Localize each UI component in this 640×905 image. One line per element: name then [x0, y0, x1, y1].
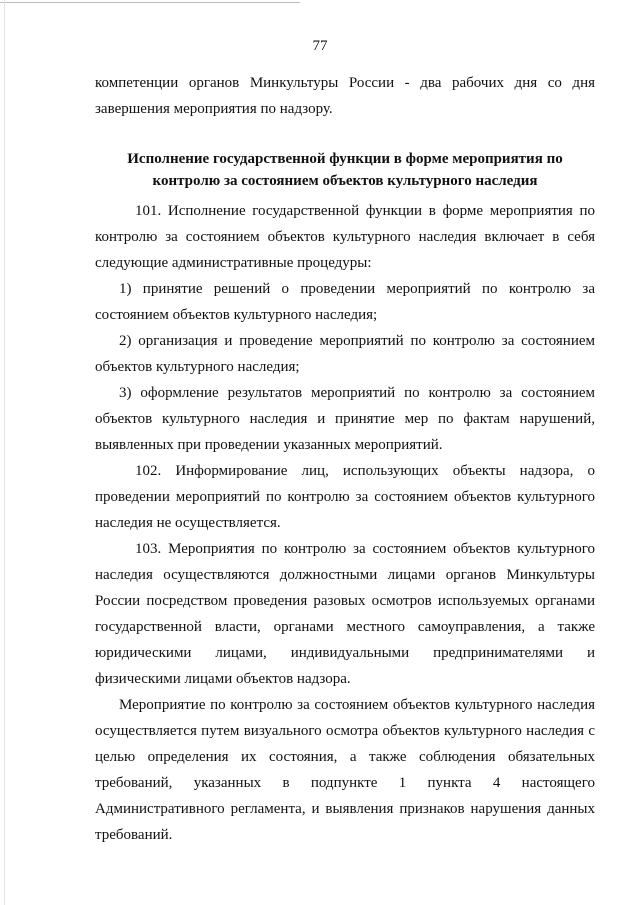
section-heading-line1: Исполнение государственной функции в форме мероприятия по: [127, 151, 563, 167]
paragraph-103: 103. Мероприятия по контролю за состоянием объектов культурного наследия осуществляются должностными лицами органов Минкультуры России посредством проведения разовых осмотров используемых органами государственной власти, органами местного самоуправления, а также юридическими лицами, индивидуальными предпринимателями и физическими лицами объектов надзора.: [95, 541, 595, 687]
intro-block: [95, 70, 595, 122]
paragraph-101-item-2: 2) организация и проведение мероприятий по контролю за состоянием объектов культурного наследия;: [95, 333, 595, 375]
scan-edge-line: [0, 2, 300, 3]
scan-edge-shadow: [4, 0, 5, 905]
page-number: 77: [312, 38, 328, 54]
section-heading: [95, 148, 595, 192]
paragraph-101-item-3: 3) оформление результатов мероприятий по контролю за состоянием объектов культурного наследия и принятие мер по фактам нарушений, выявленных при проведении указанных мероприятий.: [95, 385, 595, 453]
paragraph-102: 102. Информирование лиц, использующих объекты надзора, о проведении мероприятий по контролю за состоянием объектов культурного наследия не осуществляется.: [95, 463, 595, 531]
paragraph-103-continuation: Мероприятие по контролю за состоянием объектов культурного наследия осуществляется путем визуального осмотра объектов культурного наследия с целью определения их состояния, а также соблюдения обязательных требований, указанных в подпункте 1 пункта 4 настоящего Административного регламента, и выявления признаков нарушения данных требований.: [95, 697, 595, 843]
intro-paragraph: компетенции органов Минкультуры России - два рабочих дня со дня завершения мероприятия по надзору.: [95, 75, 595, 117]
body-block: [95, 198, 595, 848]
paragraph-101-item-1: 1) принятие решений о проведении мероприятий по контролю за состоянием объектов культурного наследия;: [95, 281, 595, 323]
paragraph-101: 101. Исполнение государственной функции в форме мероприятия по контролю за состоянием объектов культурного наследия включает в себя следующие административные процедуры:: [95, 203, 595, 271]
section-heading-line2: контролю за состоянием объектов культурного наследия: [152, 173, 538, 189]
